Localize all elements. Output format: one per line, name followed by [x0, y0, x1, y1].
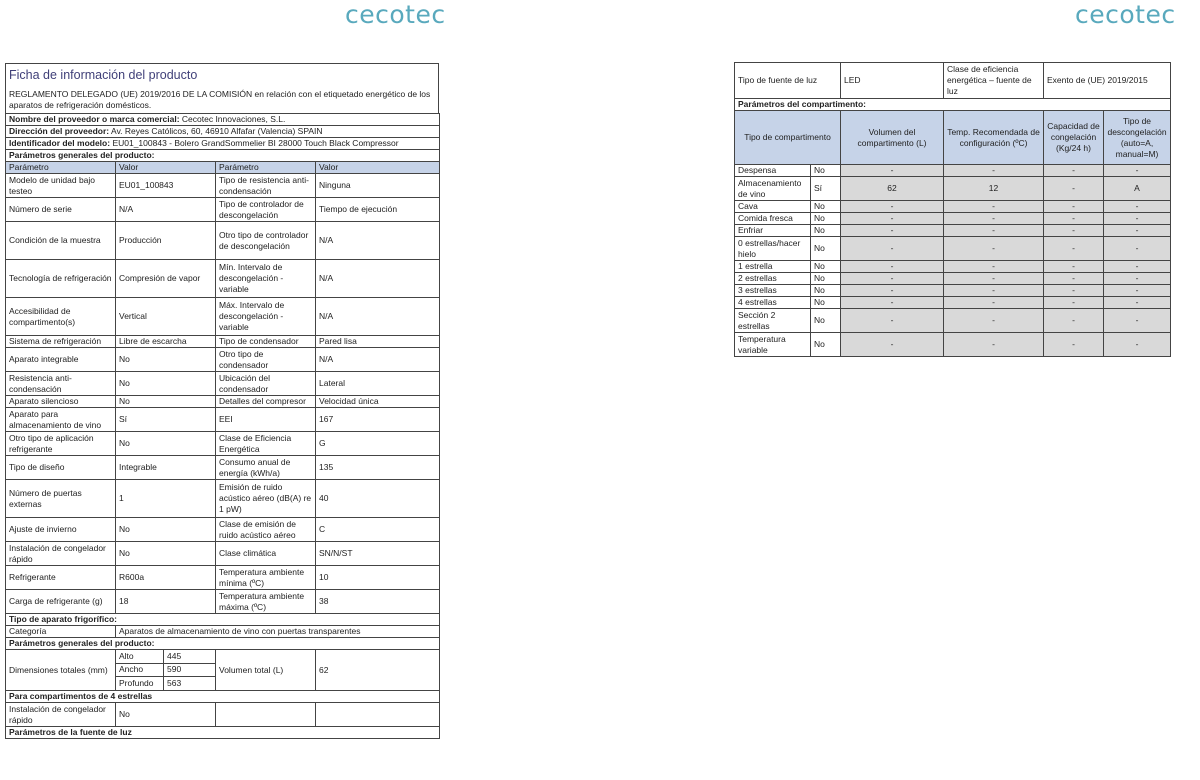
- table-row: [6, 198, 440, 222]
- param-label: Número de serie: [6, 198, 116, 222]
- param-value: 167: [316, 408, 440, 432]
- category-value: Aparatos de almacenamiento de vino con puertas transparentes: [116, 626, 440, 638]
- compartment-name: Temperatura variable: [735, 333, 811, 357]
- dim-value: 563: [164, 677, 215, 690]
- compartment-name: 1 estrella: [735, 261, 811, 273]
- param-value: C: [316, 518, 440, 542]
- table-row: [6, 456, 440, 480]
- param-value: No: [116, 396, 216, 408]
- column-header: Tipo de descongelación (auto=A, manual=M): [1104, 111, 1171, 165]
- compartment-present: No: [811, 285, 841, 297]
- dimensions-label: Dimensiones totales (mm): [6, 650, 116, 691]
- fast-freeze-value: No: [116, 703, 216, 727]
- compartment-value: -: [1044, 297, 1104, 309]
- compartment-value: -: [944, 297, 1044, 309]
- dim-label: Profundo: [116, 677, 164, 690]
- section-label: Parámetros generales del producto:: [6, 638, 440, 650]
- compartment-value: -: [1104, 165, 1171, 177]
- compartment-value: -: [944, 201, 1044, 213]
- total-volume-label: Volumen total (L): [216, 650, 316, 691]
- compartment-value: -: [944, 261, 1044, 273]
- compartment-name: 0 estrellas/hacer hielo: [735, 237, 811, 261]
- param-value: Integrable: [116, 456, 216, 480]
- param-label: Resistencia anti-condensación: [6, 372, 116, 396]
- compartment-value: -: [841, 297, 944, 309]
- compartment-value: A: [1104, 177, 1171, 201]
- dim-value: 445: [164, 650, 215, 663]
- compartment-row: [735, 213, 1171, 225]
- param-value: Velocidad única: [316, 396, 440, 408]
- sheet-title: Ficha de información del producto: [5, 63, 439, 89]
- param-value: Compresión de vapor: [116, 260, 216, 298]
- supplier-value: Cecotec Innovaciones, S.L.: [181, 114, 286, 124]
- compartment-present: No: [811, 225, 841, 237]
- compartment-value: -: [1044, 225, 1104, 237]
- compartment-value: -: [1044, 273, 1104, 285]
- table-row: [6, 222, 440, 260]
- table-row: [6, 566, 440, 590]
- compartment-present: Sí: [811, 177, 841, 201]
- param-label: Otro tipo de aplicación refrigerante: [6, 432, 116, 456]
- section-label: Tipo de aparato frigorífico:: [6, 614, 440, 626]
- compartment-row: [735, 273, 1171, 285]
- compartment-row: [735, 177, 1171, 201]
- param-label: Condición de la muestra: [6, 222, 116, 260]
- param-value: Lateral: [316, 372, 440, 396]
- param-label: Clase climática: [216, 542, 316, 566]
- table-row: [6, 298, 440, 336]
- param-label: Máx. Intervalo de descongelación - variable: [216, 298, 316, 336]
- compartment-value: -: [1104, 309, 1171, 333]
- table-row: [6, 408, 440, 432]
- address-value: Av. Reyes Católicos, 60, 46910 Alfafar (Valencia) SPAIN: [111, 126, 323, 136]
- compartment-value: -: [841, 201, 944, 213]
- param-value: 1: [116, 480, 216, 518]
- param-value: N/A: [316, 348, 440, 372]
- param-label: Temperatura ambiente mínima (ºC): [216, 566, 316, 590]
- compartment-present: No: [811, 297, 841, 309]
- param-label: Refrigerante: [6, 566, 116, 590]
- param-label: Emisión de ruido acústico aéreo (dB(A) re 1 pW): [216, 480, 316, 518]
- fast-freeze-label: Instalación de congelador rápido: [6, 703, 116, 727]
- compartment-value: 12: [944, 177, 1044, 201]
- product-table: [5, 113, 440, 739]
- compartment-row: [735, 165, 1171, 177]
- compartment-name: 4 estrellas: [735, 297, 811, 309]
- column-header: Valor: [316, 162, 440, 174]
- table-row: [6, 372, 440, 396]
- param-value: Tiempo de ejecución: [316, 198, 440, 222]
- param-value: 18: [116, 590, 216, 614]
- param-label: Accesibilidad de compartimento(s): [6, 298, 116, 336]
- param-label: Consumo anual de energía (kWh/a): [216, 456, 316, 480]
- param-value: Producción: [116, 222, 216, 260]
- param-label: Aparato para almacenamiento de vino: [6, 408, 116, 432]
- compartment-value: -: [841, 309, 944, 333]
- compartment-value: 62: [841, 177, 944, 201]
- table-row: [6, 396, 440, 408]
- compartment-value: -: [944, 333, 1044, 357]
- param-value: Sí: [116, 408, 216, 432]
- compartment-row: [735, 237, 1171, 261]
- param-label: Ubicación del condensador: [216, 372, 316, 396]
- table-row: [6, 432, 440, 456]
- table-row: [6, 174, 440, 198]
- light-type-value: LED: [841, 63, 944, 99]
- compartment-present: No: [811, 201, 841, 213]
- light-type-label: Tipo de fuente de luz: [735, 63, 841, 99]
- compartment-value: -: [1104, 201, 1171, 213]
- model-label: Identificador del modelo:: [9, 138, 111, 148]
- compartment-sheet: [734, 62, 1170, 357]
- param-value: G: [316, 432, 440, 456]
- table-row: [6, 336, 440, 348]
- compartment-row: [735, 285, 1171, 297]
- dim-value: 590: [164, 663, 215, 677]
- compartment-value: -: [944, 285, 1044, 297]
- param-label: Clase de emisión de ruido acústico aéreo: [216, 518, 316, 542]
- param-value: 10: [316, 566, 440, 590]
- compartment-value: -: [944, 213, 1044, 225]
- param-value: No: [116, 542, 216, 566]
- section-label: Parámetros generales del producto:: [6, 150, 440, 162]
- param-label: Otro tipo de condensador: [216, 348, 316, 372]
- param-value: N/A: [316, 222, 440, 260]
- param-value: R600a: [116, 566, 216, 590]
- compartment-value: -: [944, 165, 1044, 177]
- param-value: N/A: [316, 260, 440, 298]
- compartment-present: No: [811, 237, 841, 261]
- supplier-label: Nombre del proveedor o marca comercial:: [9, 114, 180, 124]
- compartment-table: [734, 62, 1171, 357]
- compartment-value: -: [1104, 297, 1171, 309]
- param-label: Detalles del compresor: [216, 396, 316, 408]
- column-header: Capacidad de congelación (Kg/24 h): [1044, 111, 1104, 165]
- column-header: Parámetro: [6, 162, 116, 174]
- param-value: 38: [316, 590, 440, 614]
- address-label: Dirección del proveedor:: [9, 126, 110, 136]
- section-label: Parámetros de la fuente de luz: [6, 727, 440, 739]
- compartment-value: -: [1044, 177, 1104, 201]
- param-label: Tipo de diseño: [6, 456, 116, 480]
- compartment-value: -: [1044, 213, 1104, 225]
- table-row: [6, 518, 440, 542]
- param-label: Modelo de unidad bajo testeo: [6, 174, 116, 198]
- param-label: Tipo de resistencia anti-condensación: [216, 174, 316, 198]
- compartment-value: -: [841, 225, 944, 237]
- compartment-name: Comida fresca: [735, 213, 811, 225]
- param-label: Carga de refrigerante (g): [6, 590, 116, 614]
- compartment-value: -: [1044, 333, 1104, 357]
- dim-label: Alto: [116, 650, 164, 663]
- compartment-value: -: [1044, 165, 1104, 177]
- category-label: Categoría: [6, 626, 116, 638]
- column-header: Volumen del compartimento (L): [841, 111, 944, 165]
- param-label: Instalación de congelador rápido: [6, 542, 116, 566]
- compartment-name: Cava: [735, 201, 811, 213]
- compartment-name: Enfriar: [735, 225, 811, 237]
- param-label: EEI: [216, 408, 316, 432]
- compartment-present: No: [811, 273, 841, 285]
- param-value: No: [116, 348, 216, 372]
- compartment-value: -: [1104, 213, 1171, 225]
- compartment-row: [735, 201, 1171, 213]
- compartment-value: -: [944, 309, 1044, 333]
- column-header: Valor: [116, 162, 216, 174]
- compartment-value: -: [841, 333, 944, 357]
- param-label: Mín. Intervalo de descongelación - variable: [216, 260, 316, 298]
- compartment-value: -: [1044, 261, 1104, 273]
- table-row: [6, 590, 440, 614]
- compartment-value: -: [841, 213, 944, 225]
- compartment-value: -: [841, 273, 944, 285]
- table-row: [6, 480, 440, 518]
- compartment-name: 2 estrellas: [735, 273, 811, 285]
- compartment-name: Despensa: [735, 165, 811, 177]
- param-value: Vertical: [116, 298, 216, 336]
- compartment-value: -: [1104, 285, 1171, 297]
- param-label: Número de puertas externas: [6, 480, 116, 518]
- dim-label: Ancho: [116, 663, 164, 677]
- compartment-present: No: [811, 213, 841, 225]
- product-info-sheet: [5, 63, 439, 739]
- compartment-value: -: [944, 273, 1044, 285]
- param-label: Tecnología de refrigeración: [6, 260, 116, 298]
- compartment-name: 3 estrellas: [735, 285, 811, 297]
- compartment-value: -: [1044, 201, 1104, 213]
- param-label: Tipo de controlador de descongelación: [216, 198, 316, 222]
- dimensions-table: [116, 650, 215, 690]
- compartment-value: -: [841, 165, 944, 177]
- param-label: Otro tipo de controlador de descongelación: [216, 222, 316, 260]
- cecotec-logo: cecotec: [345, 0, 446, 29]
- model-value: EU01_100843 - Bolero GrandSommelier BI 28000 Touch Black Compressor: [112, 138, 399, 148]
- param-label: Ajuste de invierno: [6, 518, 116, 542]
- param-value: Libre de escarcha: [116, 336, 216, 348]
- compartment-value: -: [1104, 237, 1171, 261]
- param-label: Tipo de condensador: [216, 336, 316, 348]
- param-label: Aparato integrable: [6, 348, 116, 372]
- param-value: N/A: [116, 198, 216, 222]
- compartment-value: -: [944, 225, 1044, 237]
- param-label: Temperatura ambiente máxima (ºC): [216, 590, 316, 614]
- compartment-value: -: [841, 285, 944, 297]
- section-label: Parámetros del compartimento:: [735, 99, 1171, 111]
- compartment-value: -: [944, 237, 1044, 261]
- compartment-value: -: [1104, 333, 1171, 357]
- column-header: Temp. Recomendada de configuración (ºC): [944, 111, 1044, 165]
- compartment-present: No: [811, 333, 841, 357]
- compartment-value: -: [1104, 261, 1171, 273]
- compartment-value: -: [1044, 237, 1104, 261]
- section-label: Para compartimentos de 4 estrellas: [6, 691, 440, 703]
- light-class-value: Exento de (UE) 2019/2015: [1044, 63, 1171, 99]
- compartment-row: [735, 309, 1171, 333]
- param-value: SN/N/ST: [316, 542, 440, 566]
- compartment-present: No: [811, 309, 841, 333]
- regulation-text: REGLAMENTO DELEGADO (UE) 2019/2016 DE LA COMISIÓN en relación con el etiquetado energético de los aparatos de refrigeración domésticos.: [5, 89, 439, 113]
- compartment-present: No: [811, 165, 841, 177]
- param-value: 40: [316, 480, 440, 518]
- compartment-value: -: [1044, 309, 1104, 333]
- compartment-row: [735, 297, 1171, 309]
- compartment-value: -: [1104, 225, 1171, 237]
- table-row: [6, 542, 440, 566]
- param-value: 135: [316, 456, 440, 480]
- param-label: Aparato silencioso: [6, 396, 116, 408]
- param-value: N/A: [316, 298, 440, 336]
- table-row: [6, 348, 440, 372]
- param-label: Clase de Eficiencia Energética: [216, 432, 316, 456]
- compartment-row: [735, 225, 1171, 237]
- compartment-value: -: [1104, 273, 1171, 285]
- column-header: Parámetro: [216, 162, 316, 174]
- compartment-name: Almacenamiento de vino: [735, 177, 811, 201]
- param-value: No: [116, 432, 216, 456]
- param-value: EU01_100843: [116, 174, 216, 198]
- param-value: Ninguna: [316, 174, 440, 198]
- column-header: Tipo de compartimento: [735, 111, 841, 165]
- compartment-value: -: [841, 261, 944, 273]
- table-row: [6, 260, 440, 298]
- compartment-present: No: [811, 261, 841, 273]
- compartment-value: -: [841, 237, 944, 261]
- param-label: Sistema de refrigeración: [6, 336, 116, 348]
- param-value: No: [116, 518, 216, 542]
- light-class-label: Clase de eficiencia energética – fuente de luz: [944, 63, 1044, 99]
- compartment-row: [735, 333, 1171, 357]
- compartment-name: Sección 2 estrellas: [735, 309, 811, 333]
- compartment-row: [735, 261, 1171, 273]
- cecotec-logo: cecotec: [1075, 0, 1176, 29]
- compartment-value: -: [1044, 285, 1104, 297]
- param-value: Pared lisa: [316, 336, 440, 348]
- param-value: No: [116, 372, 216, 396]
- total-volume-value: 62: [316, 650, 440, 691]
